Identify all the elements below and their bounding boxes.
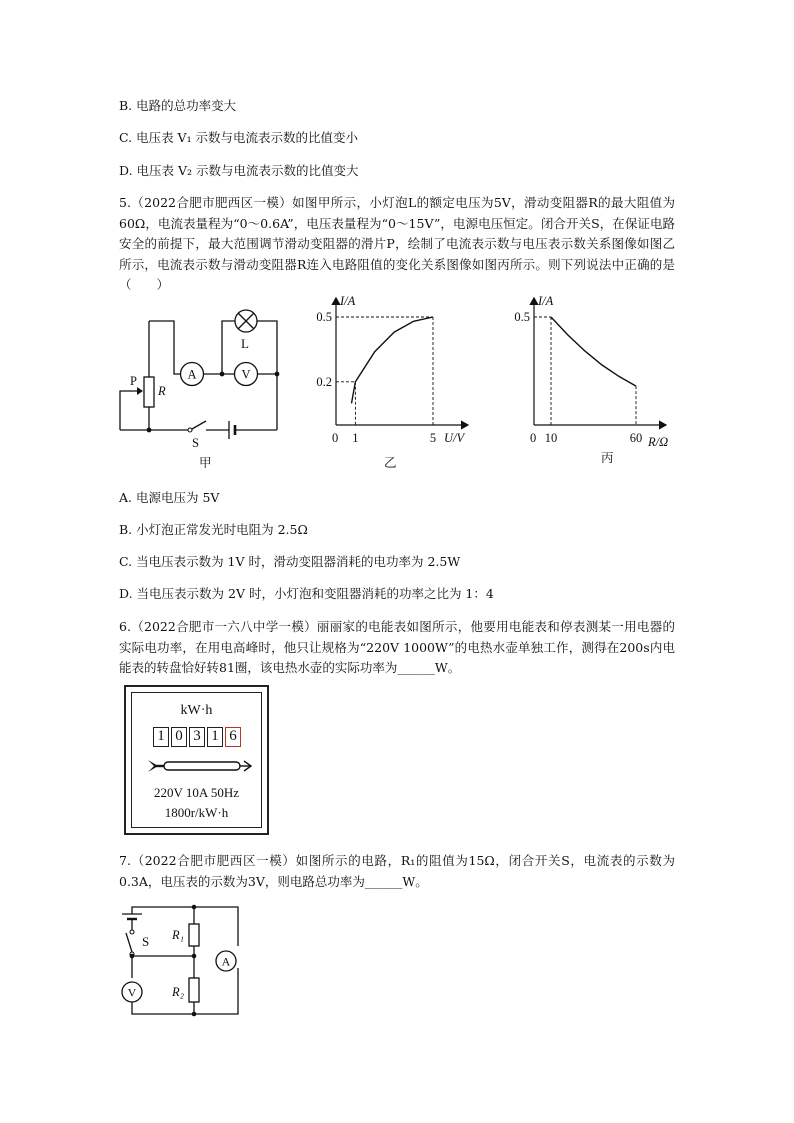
q5-option-b: B. 小灯泡正常发光时电阻为 2.5Ω xyxy=(119,522,308,537)
yi-dyn-x-tick: 5 xyxy=(429,431,437,445)
q7-r1-icon xyxy=(189,924,199,946)
q7-voltmeter-label: V xyxy=(127,985,137,1000)
meter-spec-line1: 220V 10A 50Hz xyxy=(154,785,239,800)
q4-option-c: C. 电压表 V₁ 示数与电流表示数的比值变小 xyxy=(119,130,359,145)
yi-origin: 0 xyxy=(332,431,339,445)
meter-digit: 1 xyxy=(207,727,223,747)
switch-label: S xyxy=(192,436,199,450)
bing-ylabel: I/A xyxy=(538,294,554,308)
q5-option-a: A. 电源电压为 5V xyxy=(119,490,220,505)
rheostat-icon xyxy=(144,377,154,407)
caption-jia: 甲 xyxy=(199,455,212,470)
q7-ammeter-label: A xyxy=(221,954,231,969)
switch-icon xyxy=(192,421,206,429)
meter-digit: 3 xyxy=(189,727,205,747)
meter-digit: 1 xyxy=(153,727,169,747)
q6-stem: 6.（2022合肥市一六八中学一模）丽丽家的电能表如图所示，他要用电能表和停表测某一用电器的实际电功率，在用电高峰时，他只让规格为“220V 1000W”的电热水壶单独工作，测得在200s内电能表的转盘恰好转81圈，该电热水壶的实际功率为______W。 xyxy=(119,619,675,675)
yi-dyn-y-tick: 0.2 xyxy=(316,374,332,389)
yi-dyn-curve xyxy=(352,317,434,403)
bing-xlabel: R/Ω xyxy=(648,435,669,449)
q5-option-c: C. 当电压表示数为 1V 时，滑动变阻器消耗的电功率为 2.5W xyxy=(119,554,461,569)
q7-switch-icon xyxy=(126,933,132,952)
q7-r2-label: R₂ xyxy=(172,985,184,999)
yi-xlabel: U/V xyxy=(444,431,465,445)
q4-option-d: D. 电压表 V₂ 示数与电流表示数的比值变大 xyxy=(119,163,359,178)
bing-dyn-x-tick: 60 xyxy=(629,431,643,445)
circuit-jia xyxy=(110,300,300,475)
slider-label: P xyxy=(130,374,137,388)
lamp-label: L xyxy=(241,336,249,351)
q7-stem: 7.（2022合肥市肥西区一模）如图所示的电路，R₁的阻值为15Ω，闭合开关S，电流表的示数为0.3A，电压表的示数为3V，则电路总功率为______W。 xyxy=(119,853,675,889)
yi-dyn-y-tick: 0.5 xyxy=(316,310,332,324)
voltmeter-label: V xyxy=(241,367,251,382)
chart-bing xyxy=(514,290,680,475)
ammeter-label: A xyxy=(187,367,197,382)
bing-dyn-y-tick: 0.5 xyxy=(514,310,530,324)
meter-disc-icon xyxy=(148,757,256,775)
yi-ylabel: I/A xyxy=(340,294,356,308)
q5-option-d: D. 当电压表示数为 2V 时，小灯泡和变阻器消耗的功率之比为 1：4 xyxy=(119,586,494,601)
meter-digit-decimal: 6 xyxy=(225,727,241,747)
chart-yi xyxy=(316,290,480,475)
bing-title: 丙 xyxy=(601,450,614,465)
q4-option-b: B. 电路的总功率变大 xyxy=(119,98,237,113)
q7-r2-icon xyxy=(189,978,199,1002)
q7-switch-label: S xyxy=(142,934,150,949)
yi-title: 乙 xyxy=(384,455,397,470)
bing-origin: 0 xyxy=(530,431,537,445)
resistor-label: R xyxy=(158,384,166,398)
meter-spec-line2: 1800r/kW·h xyxy=(164,805,229,820)
yi-dyn-x-tick: 1 xyxy=(352,431,359,445)
meter-digits xyxy=(153,727,241,747)
meter-digit: 0 xyxy=(171,727,187,747)
meter-unit: kW·h xyxy=(180,703,213,718)
bing-dyn-curve xyxy=(551,317,636,386)
bing-dyn-x-tick: 10 xyxy=(544,431,558,445)
q7-r1-label: R₁ xyxy=(172,928,184,942)
energy-meter xyxy=(124,685,269,835)
circuit-q7 xyxy=(110,900,250,1025)
q5-stem: 5.（2022合肥市肥西区一模）如图甲所示，小灯泡L的额定电压为5V，滑动变阻器R的最大阻值为60Ω，电流表量程为“0～0.6A”，电压表量程为“0～15V”，电源电压恒定。闭合开关S，在保证电路安全的前提下，最大范围调节滑动变阻器的滑片P，绘制了电流表示数与电压表示数关系图像如图乙所示，电流表示数与滑动变阻器R连入电路阻值的变化关系图像如图丙所示。则下列说法中正确的是（ ） xyxy=(119,195,675,292)
